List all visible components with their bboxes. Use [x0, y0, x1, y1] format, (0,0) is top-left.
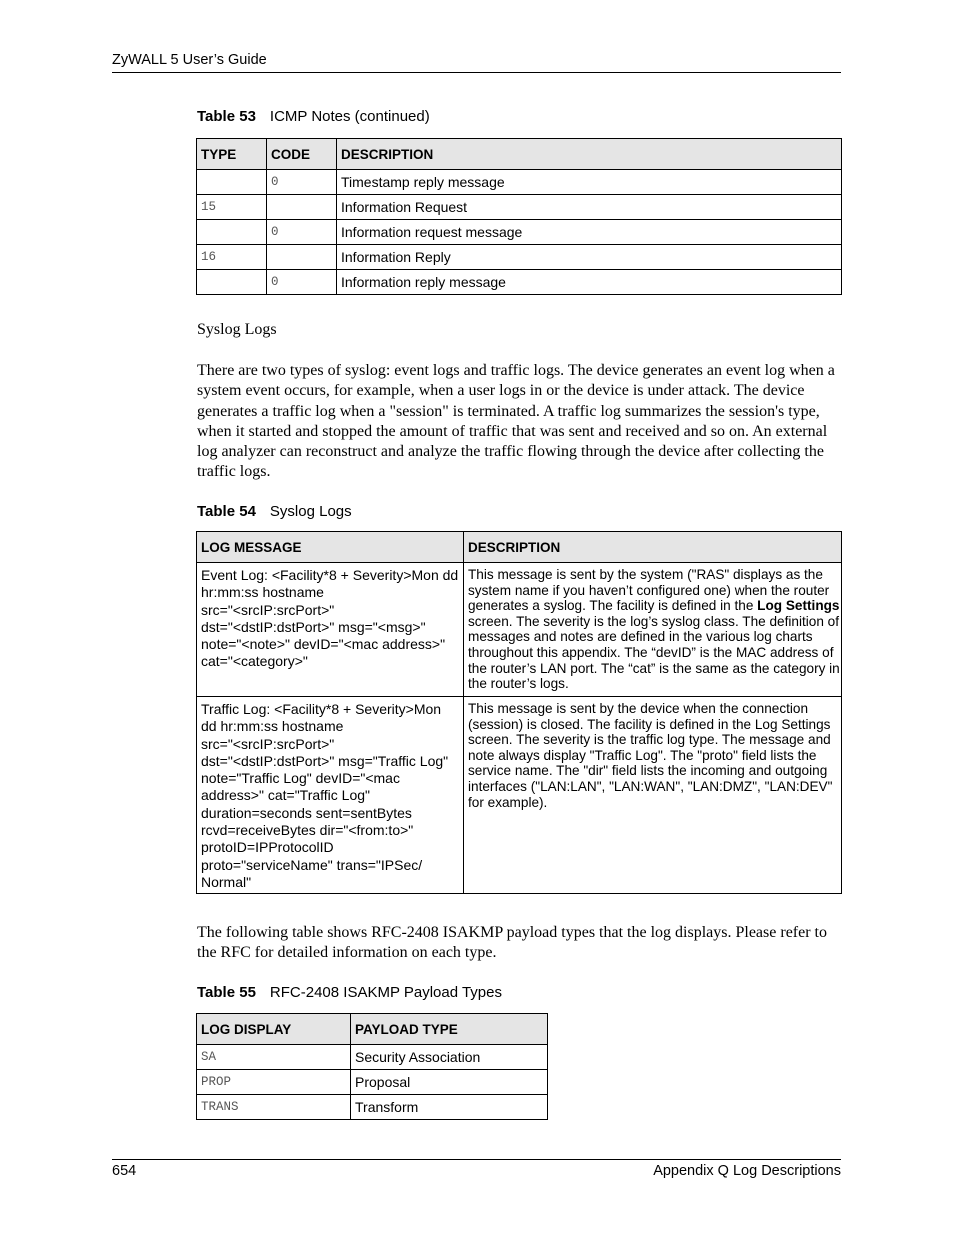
description-text: This message is sent by the system ("RAS" displays as the system name if you haven’t configured one) when the router generates a syslog. The facility is defined in the [468, 567, 830, 614]
type-cell [197, 170, 267, 195]
table-header-row [197, 1014, 548, 1045]
code-cell [267, 195, 337, 220]
column-header: DESCRIPTION [464, 532, 842, 563]
type-cell [197, 270, 267, 295]
page-header [112, 52, 841, 73]
description-cell: This message is sent by the device when the connection (session) is closed. The facility is defined in the Log Settings screen. The severity is the traffic log type. The message and note always display "Traffic Log". The "proto" field lists the service name. The "dir" field lists the incoming and outgoing interfaces ("LAN:LAN", "LAN:WAN", "LAN:DMZ", "LAN:DEV" for example). [464, 697, 842, 894]
table-row [197, 1095, 548, 1120]
log-message-cell [197, 697, 464, 894]
message-line: rcvd=receiveBytes dir="<from:to>" [201, 822, 414, 839]
table-row [197, 220, 842, 245]
log-message-cell [197, 563, 464, 697]
code-cell: 0 [267, 170, 337, 195]
code-cell [267, 245, 337, 270]
log-display-cell: TRANS [197, 1095, 351, 1120]
log-settings-term: Log Settings [757, 598, 840, 614]
description-cell: Timestamp reply message [337, 170, 842, 195]
message-line: dst="<dstIP:dstPort>" msg="Traffic Log" [201, 752, 449, 769]
message-line: protoID=IPProtocolID [201, 839, 334, 856]
code-cell: 0 [267, 270, 337, 295]
description-text: screen. The severity is the log’s syslog class. The definition of messages and notes are defined in the various log charts throughout this appendix. The “devID” is the MAC address of the router’s LAN port. The “cat” is the same as the category in the router’s logs. [468, 613, 840, 692]
description-cell [464, 563, 842, 697]
table-row [197, 170, 842, 195]
message-line: hr:mm:ss hostname [201, 584, 324, 601]
message-line: proto="serviceName" trans="IPSec/ [201, 856, 423, 873]
table-53-caption [197, 108, 430, 125]
isakmp-intro-paragraph: The following table shows RFC-2408 ISAKMP payload types that the log displays. Please refer to the RFC for detailed information on each type. [197, 924, 827, 962]
message-line: duration=seconds sent=sentBytes [201, 804, 412, 821]
type-cell: 15 [197, 195, 267, 220]
isakmp-payload-table [196, 1013, 548, 1120]
message-line: note="<note>" devID="<mac address>" [201, 636, 446, 653]
table-number: Table 55 [197, 984, 256, 1001]
code-cell: 0 [267, 220, 337, 245]
table-number: Table 54 [197, 503, 256, 520]
icmp-notes-table [196, 138, 842, 295]
page-footer [112, 1159, 841, 1184]
description-cell: Information Request [337, 195, 842, 220]
syslog-intro-paragraph: There are two types of syslog: event logs and traffic logs. The device generates an event log when a system event occurs, for example, when a user logs in or the device is under attack. The device generates a traffic log when a "session" is terminated. A traffic log summarizes the session's type, when it started and stopped the amount of traffic that was sent and received and so on. An external log analyzer can reconstruct and analyze the traffic flowing through the device after collecting the traffic logs. [197, 362, 835, 481]
table-header-row [197, 139, 842, 170]
column-header: TYPE [197, 139, 267, 170]
section-heading: Syslog Logs [197, 321, 277, 338]
payload-type-cell: Transform [351, 1095, 548, 1120]
table-row [197, 697, 842, 894]
table-row [197, 270, 842, 295]
table-row [197, 1045, 548, 1070]
column-header: CODE [267, 139, 337, 170]
table-row [197, 195, 842, 220]
description-cell: Information Reply [337, 245, 842, 270]
message-line: dst="<dstIP:dstPort>" msg="<msg>" [201, 618, 426, 635]
table-header-row [197, 532, 842, 563]
message-line: dd hr:mm:ss hostname [201, 718, 344, 735]
column-header: PAYLOAD TYPE [351, 1014, 548, 1045]
table-row [197, 563, 842, 697]
table-title: RFC-2408 ISAKMP Payload Types [269, 984, 502, 1001]
description-cell: Information request message [337, 220, 842, 245]
column-header: LOG DISPLAY [197, 1014, 351, 1045]
type-cell: 16 [197, 245, 267, 270]
log-display-cell: PROP [197, 1070, 351, 1095]
message-line: address>" cat="Traffic Log" [201, 787, 370, 804]
message-line: Normal" [201, 873, 252, 890]
guide-title: ZyWALL 5 User’s Guide [112, 52, 267, 68]
log-display-cell: SA [197, 1045, 351, 1070]
description-cell: Information reply message [337, 270, 842, 295]
table-54-caption [197, 503, 352, 520]
column-header: LOG MESSAGE [197, 532, 464, 563]
section-title: Appendix Q Log Descriptions [653, 1163, 841, 1179]
payload-type-cell: Proposal [351, 1070, 548, 1095]
table-row [197, 1070, 548, 1095]
column-header: DESCRIPTION [337, 139, 842, 170]
payload-type-cell: Security Association [351, 1045, 548, 1070]
message-line: cat="<category>" [201, 653, 308, 670]
message-line: Event Log: <Facility*8 + Severity>Mon dd [201, 567, 459, 583]
message-line: src="<srcIP:srcPort>" [201, 735, 335, 752]
page-number: 654 [112, 1163, 137, 1179]
table-title: Syslog Logs [269, 503, 352, 520]
table-number: Table 53 [197, 108, 256, 125]
table-55-caption [197, 984, 502, 1001]
message-line: note="Traffic Log" devID="<mac [201, 770, 400, 787]
table-row [197, 245, 842, 270]
syslog-logs-table [196, 531, 842, 894]
table-title: ICMP Notes (continued) [269, 108, 430, 125]
type-cell [197, 220, 267, 245]
message-line: src="<srcIP:srcPort>" [201, 601, 335, 618]
message-line: Traffic Log: <Facility*8 + Severity>Mon [201, 701, 442, 717]
